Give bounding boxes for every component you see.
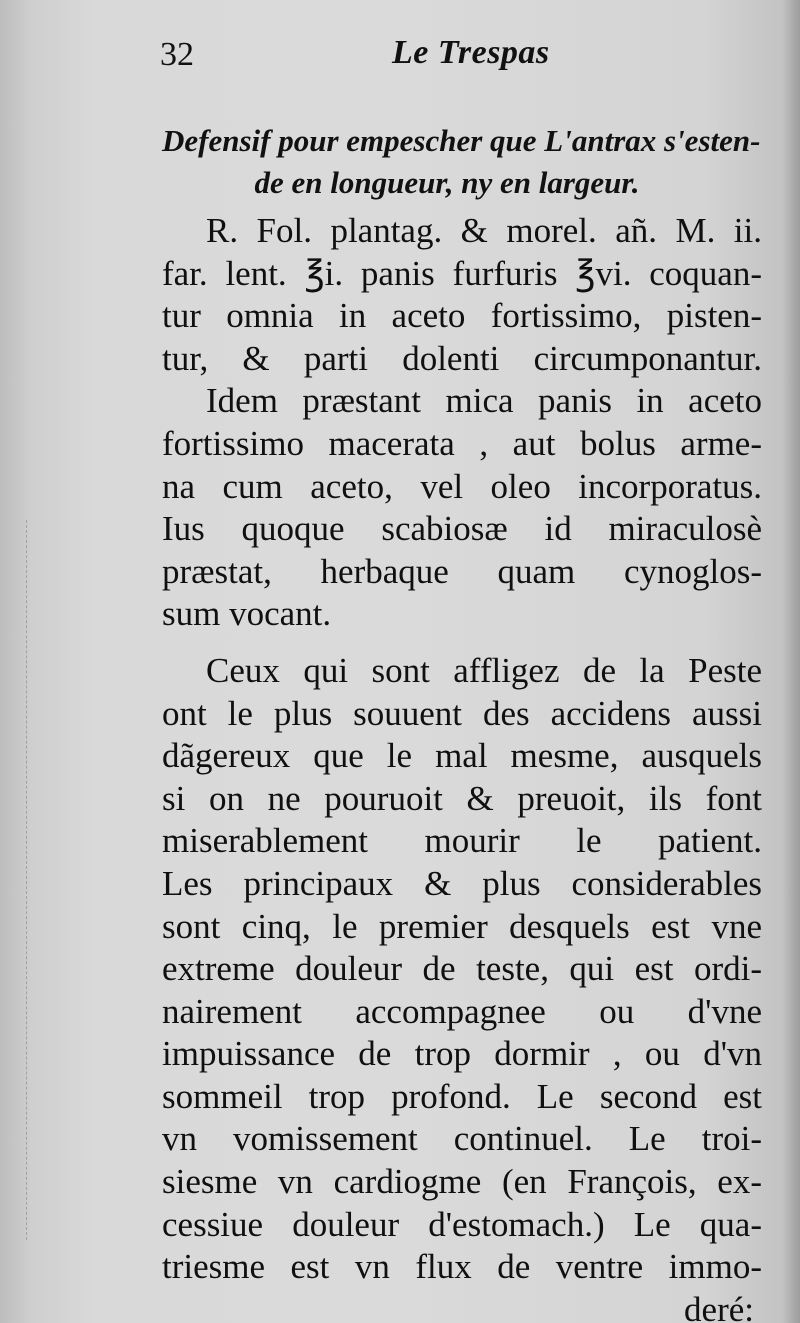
page-edge-shadow <box>26 520 37 1240</box>
text-line: na cum aceto, vel oleo incorporatus. <box>162 466 762 506</box>
text-line: tur omnia in aceto fortissimo, pisten- <box>162 296 762 336</box>
text-line: miserablement mourir le patient. <box>162 821 762 861</box>
text-line: R. Fol. plantag. & morel. añ. M. ii. <box>206 211 762 250</box>
text-line: vn vomissement continuel. Le troi- <box>162 1119 762 1159</box>
text-line: ont le plus souuent des accidens aussi <box>162 693 762 733</box>
text-line: siesme vn cardiogme (en François, ex- <box>162 1162 762 1202</box>
page-number: 32 <box>160 36 194 73</box>
text-line: si on ne pouruoit & preuoit, ils font <box>162 778 762 818</box>
text-line: Ius quoque scabiosæ id miraculosè <box>162 509 762 549</box>
running-title: Le Trespas <box>392 34 550 71</box>
text-line: impuissance de trop dormir , ou d'vn <box>162 1034 762 1074</box>
text-line: tur, & parti dolenti circumponantur. <box>162 338 762 378</box>
text-line: Idem præstant mica panis in aceto <box>206 381 762 421</box>
page-header <box>160 30 760 90</box>
text-line: præstat, herbaque quam cynoglos- <box>162 551 762 591</box>
text-line: far. lent. ℥i. panis furfuris ℥vi. coquan- <box>162 253 762 293</box>
body-text <box>162 210 762 1323</box>
text-line: Les principaux & plus considerables <box>162 863 762 903</box>
text-line: sommeil trop profond. Le second est <box>162 1076 762 1116</box>
heading-line: de en longueur, ny en largeur. <box>254 165 640 200</box>
section-heading <box>162 120 762 204</box>
text-line: fortissimo macerata , aut bolus arme- <box>162 423 762 463</box>
text-line: sont cinq, le premier desquels est vne <box>162 906 762 946</box>
heading-line: Defensif pour empescher que L'antrax s'esten- <box>162 123 761 158</box>
paragraph-spacer <box>162 636 762 650</box>
text-line: cessiue douleur d'estomach.) Le qua- <box>162 1204 762 1244</box>
text-line: sum vocant. <box>162 594 332 634</box>
text-line: Ceux qui sont affligez de la Peste <box>206 650 762 690</box>
text-line: nairement accompagnee ou d'vne <box>162 991 762 1031</box>
catchword: deré: <box>684 1289 754 1323</box>
text-line: triesme est vn flux de ventre immo- <box>162 1247 762 1287</box>
text-line: dãgereux que le mal mesme, ausquels <box>162 736 762 776</box>
page-gutter-shadow <box>782 0 800 1323</box>
text-line: extreme douleur de teste, qui est ordi- <box>162 949 762 989</box>
